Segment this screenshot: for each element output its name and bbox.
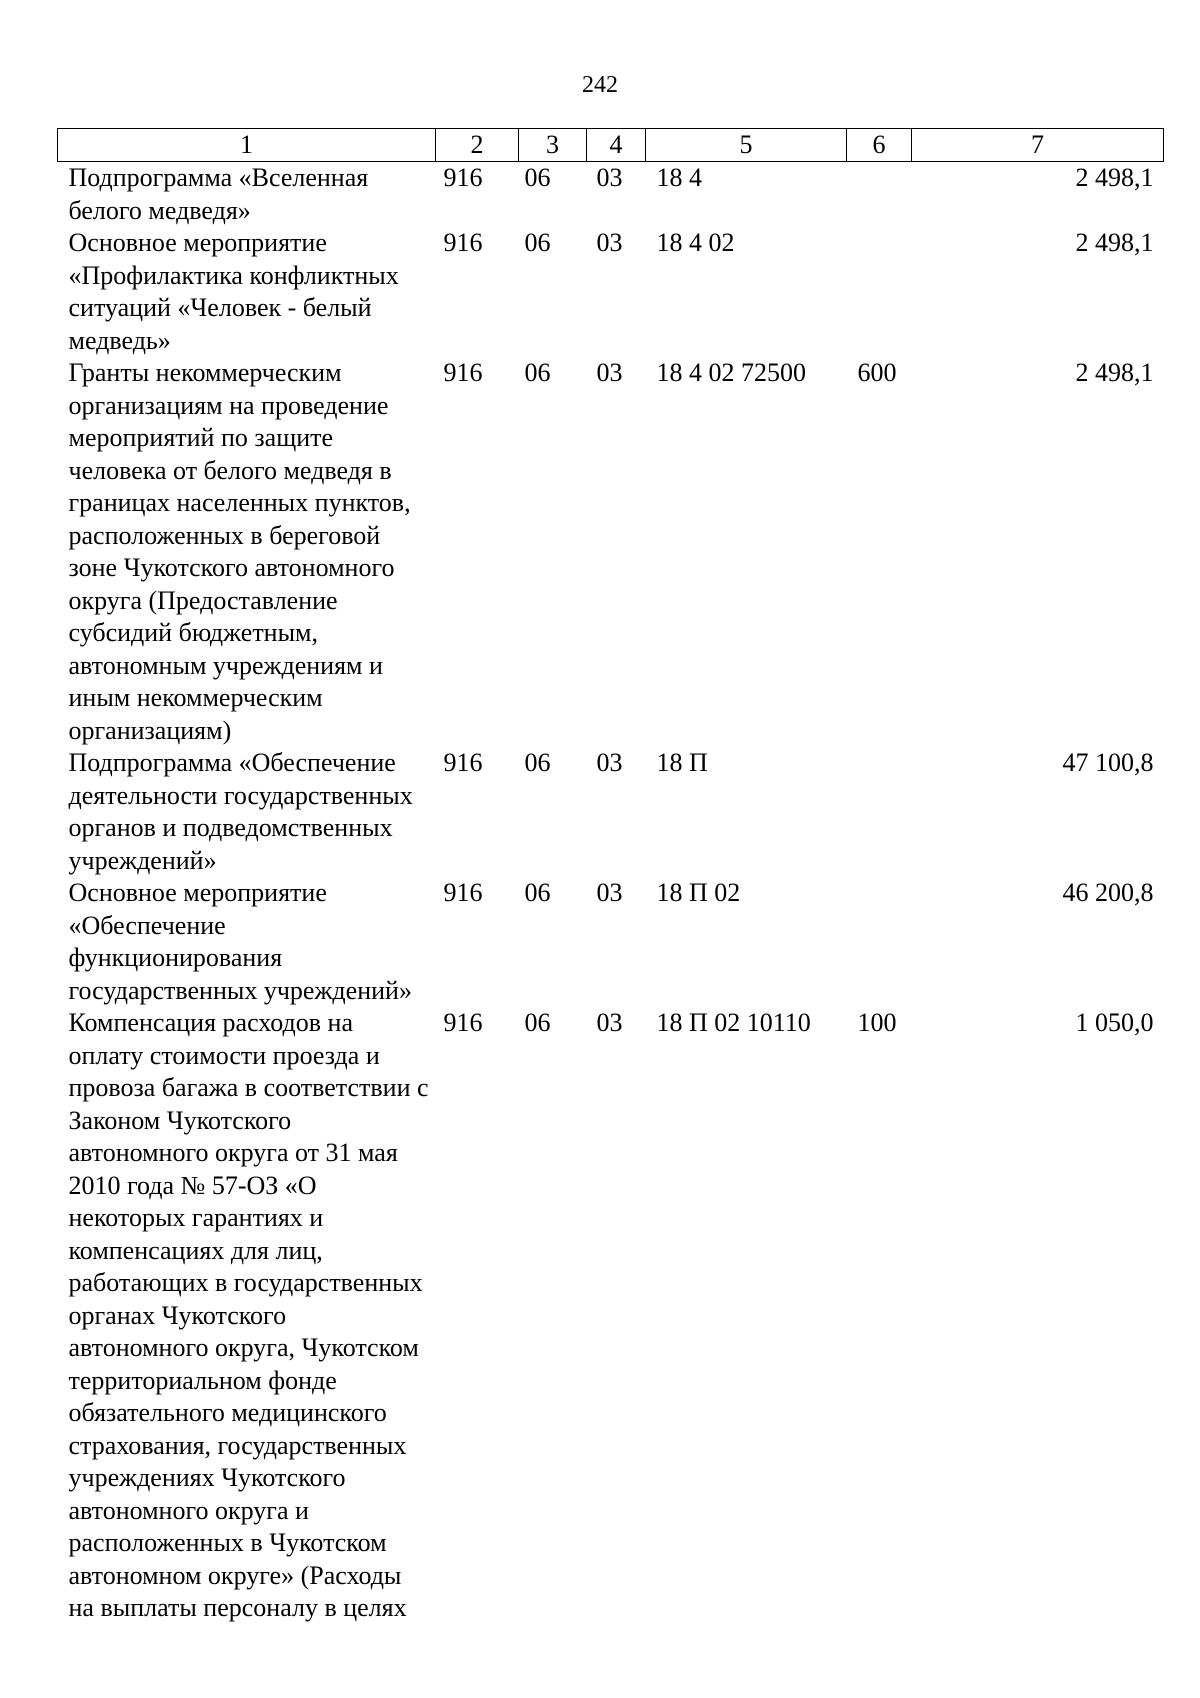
row-subsection: 03: [596, 748, 623, 777]
row-expense-type: [847, 227, 912, 357]
row-grbs: 916: [443, 163, 483, 192]
row-grbs: 916: [443, 878, 483, 907]
row-expense-type: 100: [857, 1008, 897, 1037]
table-row: [58, 747, 1164, 877]
header-col-2: 2: [436, 129, 519, 162]
row-section: 06: [524, 163, 551, 192]
row-target: 18 П 02: [656, 878, 741, 907]
row-name: Гранты некоммерческим организациям на проведение мероприятий по защите человека от белого медведя в границах населенных пунктов, расположенных в береговой зоне Чукотского автономного округа (Предоставление субсидий бюджетным, автономным учреждениям и иным некоммерческим организациям): [68, 358, 411, 745]
row-name: Основное мероприятие «Профилактика конфликтных ситуаций «Человек - белый медведь»: [68, 228, 399, 355]
row-amount: 47 100,8: [1062, 748, 1154, 777]
row-section: 06: [524, 358, 551, 387]
row-target: 18 П 02 10110: [656, 1008, 811, 1037]
row-amount: 2 498,1: [1075, 228, 1154, 257]
header-col-6: 6: [847, 129, 912, 162]
row-subsection: 03: [596, 1008, 623, 1037]
header-col-5: 5: [646, 129, 847, 162]
row-subsection: 03: [596, 358, 623, 387]
page-number: 242: [582, 72, 618, 98]
row-section: 06: [524, 1008, 551, 1037]
row-section: 06: [524, 878, 551, 907]
row-grbs: 916: [443, 358, 483, 387]
header-row: [58, 129, 1164, 162]
row-target: 18 П: [656, 748, 708, 777]
table-row: [58, 162, 1164, 228]
table-row: [58, 227, 1164, 357]
row-target: 18 4: [656, 163, 702, 192]
row-subsection: 03: [596, 878, 623, 907]
row-section: 06: [524, 748, 551, 777]
row-target: 18 4 02: [656, 228, 735, 257]
row-grbs: 916: [443, 228, 483, 257]
row-section: 06: [524, 228, 551, 257]
row-expense-type: [847, 747, 912, 877]
row-grbs: 916: [443, 748, 483, 777]
table-row: [58, 357, 1164, 747]
row-subsection: 03: [596, 228, 623, 257]
row-amount: 46 200,8: [1062, 878, 1154, 907]
row-amount: 1 050,0: [1075, 1008, 1154, 1037]
row-grbs: 916: [443, 1008, 483, 1037]
row-name: Основное мероприятие «Обеспечение функционирования государственных учреждений»: [68, 878, 412, 1005]
table-row: [58, 877, 1164, 1007]
budget-table: [57, 128, 1164, 1625]
row-target: 18 4 02 72500: [656, 358, 806, 387]
row-subsection: 03: [596, 163, 623, 192]
row-amount: 2 498,1: [1075, 163, 1154, 192]
header-col-4: 4: [587, 129, 646, 162]
row-name: Подпрограмма «Обеспечение деятельности государственных органов и подведомственных учреждений»: [68, 748, 413, 875]
header-col-1: 1: [58, 129, 436, 162]
row-expense-type: [847, 162, 912, 228]
header-col-3: 3: [519, 129, 587, 162]
row-expense-type: [847, 877, 912, 1007]
header-col-7: 7: [912, 129, 1164, 162]
table-row: [58, 1007, 1164, 1625]
row-name: Компенсация расходов на оплату стоимости проезда и провоза багажа в соответствии с Законом Чукотского автономного округа от 31 мая 2010 года № 57-ОЗ «О некоторых гарантиях и компенсациях для лиц, работающих в государственных органах Чукотского автономного округа, Чукотском территориальном фонде обязательного медицинского страхования, государственных учреждениях Чукотского автономного округа и расположенных в Чукотском автономном округе» (Расходы на выплаты персоналу в целях: [68, 1008, 429, 1622]
row-expense-type: 600: [857, 358, 897, 387]
row-name: Подпрограмма «Вселенная белого медведя»: [68, 163, 369, 225]
row-amount: 2 498,1: [1075, 358, 1154, 387]
